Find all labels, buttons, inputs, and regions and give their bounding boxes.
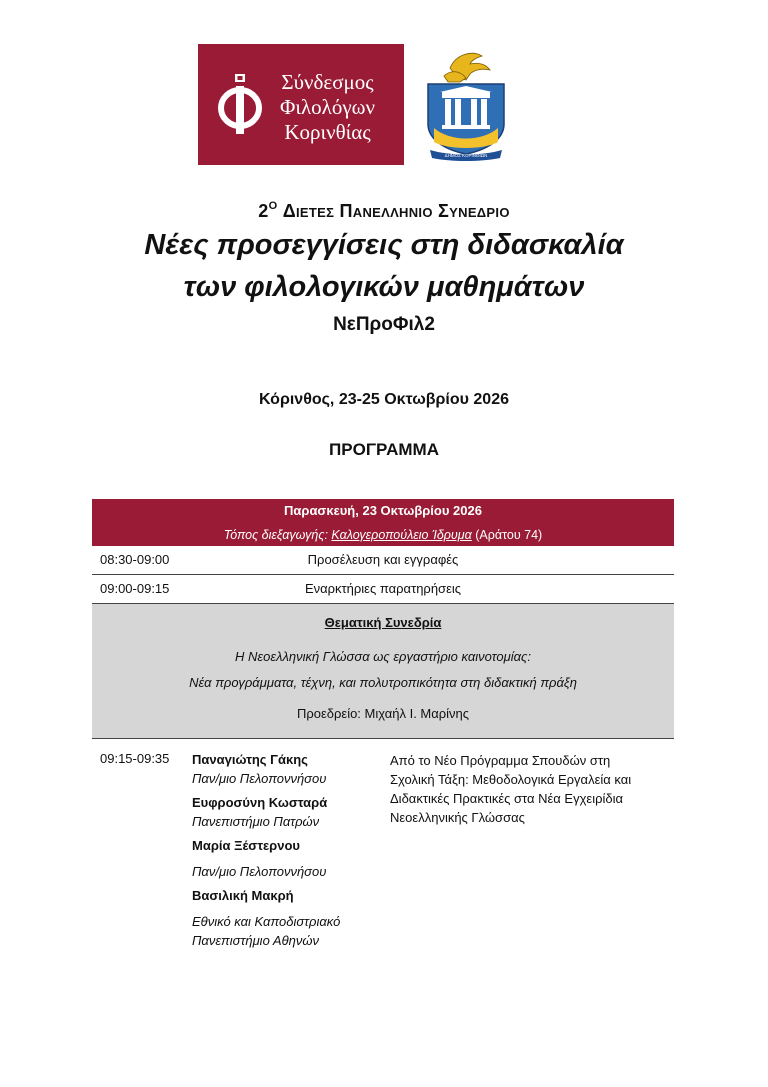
phi-emblem-icon bbox=[218, 74, 262, 136]
municipal-logo-caption: ΔΗΜΟΣ ΚΟΡΙΝΘΙΩΝ bbox=[444, 153, 488, 158]
session-theme-line: Νέα προγράμματα, τέχνη, και πολυτροπικότητα στη διδακτική πράξη bbox=[189, 675, 577, 690]
pegasus-crest-icon bbox=[420, 46, 512, 162]
session-chair: Προεδρείο: Μιχαήλ Ι. Μαρίνης bbox=[296, 706, 470, 721]
association-name-line: Φιλολόγων bbox=[280, 95, 375, 119]
talk-title-line: Νεοελληνικής Γλώσσας bbox=[390, 810, 525, 825]
row-time: 09:00-09:15 bbox=[100, 581, 170, 596]
header-logos bbox=[198, 44, 528, 166]
speaker-name: Παναγιώτης Γάκης bbox=[192, 752, 308, 767]
speaker-affiliation: Παν/μιο Πελοποννήσου bbox=[192, 864, 327, 879]
place-date: Κόρινθος, 23-25 Οκτωβρίου 2026 bbox=[258, 391, 509, 408]
speaker bbox=[192, 751, 392, 788]
program-heading: ΠΡΟΓΡΑΜΜΑ bbox=[328, 440, 439, 459]
edition-label: Διετες Πανελληνιο Συνεδριο bbox=[282, 201, 510, 221]
talk-row bbox=[92, 739, 674, 969]
speaker-affiliation: Παν/μιο Πελοποννήσου bbox=[192, 771, 327, 786]
schedule-row bbox=[92, 546, 674, 575]
edition-superscript: Ο bbox=[268, 200, 278, 212]
venue-name: Καλογεροπούλειο Ίδρυμα bbox=[331, 528, 472, 542]
talk-title-line: Διδακτικές Πρακτικές στα Νέα Εγχειρίδια bbox=[390, 791, 624, 806]
speaker-affiliation: Εθνικό και Καποδιστριακό bbox=[192, 914, 341, 929]
conference-titles bbox=[0, 200, 768, 336]
session-theme bbox=[92, 644, 674, 696]
speaker bbox=[192, 837, 392, 881]
association-logo bbox=[198, 44, 404, 165]
day-label: Παρασκευή, 23 Οκτωβρίου 2026 bbox=[284, 503, 482, 518]
speaker bbox=[192, 794, 392, 831]
speaker-affiliation: Πανεπιστήμιο Αθηνών bbox=[192, 933, 319, 948]
row-time: 08:30-09:00 bbox=[100, 552, 170, 567]
conference-edition bbox=[0, 200, 768, 222]
venue-line bbox=[92, 524, 674, 546]
talk-title-line: Σχολική Τάξη: Μεθοδολογικά Εργαλεία και bbox=[390, 772, 632, 787]
row-event: Εναρκτήριες παρατηρήσεις bbox=[304, 581, 462, 596]
association-name bbox=[280, 70, 375, 145]
schedule-table bbox=[92, 499, 674, 969]
conference-acronym: ΝεΠροΦιλ2 bbox=[333, 314, 435, 335]
speaker-name: Βασιλική Μακρή bbox=[192, 888, 294, 903]
edition-number: 2 bbox=[258, 201, 269, 221]
session-kind: Θεματική Συνεδρία bbox=[324, 615, 442, 630]
conference-title bbox=[0, 224, 768, 308]
title-line: των φιλολογικών μαθημάτων bbox=[183, 271, 585, 303]
speaker-name: Μαρία Ξέστερνου bbox=[192, 838, 300, 853]
session-theme-line: Η Νεοελληνική Γλώσσα ως εργαστήριο καινοτομίας: bbox=[235, 649, 531, 664]
talk-title bbox=[390, 751, 650, 827]
speaker bbox=[192, 887, 392, 950]
row-event: Προσέλευση και εγγραφές bbox=[307, 552, 459, 567]
schedule-row bbox=[92, 575, 674, 604]
venue-address: (Αράτου 74) bbox=[475, 528, 543, 542]
day-header bbox=[92, 499, 674, 546]
association-name-line: Κορινθίας bbox=[284, 120, 371, 144]
talk-speakers bbox=[192, 751, 392, 950]
thematic-session bbox=[92, 604, 674, 739]
title-line: Νέες προσεγγίσεις στη διδασκαλία bbox=[144, 229, 624, 261]
speaker-name: Ευφροσύνη Κωσταρά bbox=[192, 795, 328, 810]
venue-prefix: Τόπος διεξαγωγής: bbox=[223, 528, 328, 542]
talk-title-line: Από το Νέο Πρόγραμμα Σπουδών στη bbox=[390, 753, 611, 768]
speaker-affiliation: Πανεπιστήμιο Πατρών bbox=[192, 814, 320, 829]
association-name-line: Σύνδεσμος bbox=[281, 70, 374, 94]
talk-time: 09:15-09:35 bbox=[100, 751, 170, 766]
